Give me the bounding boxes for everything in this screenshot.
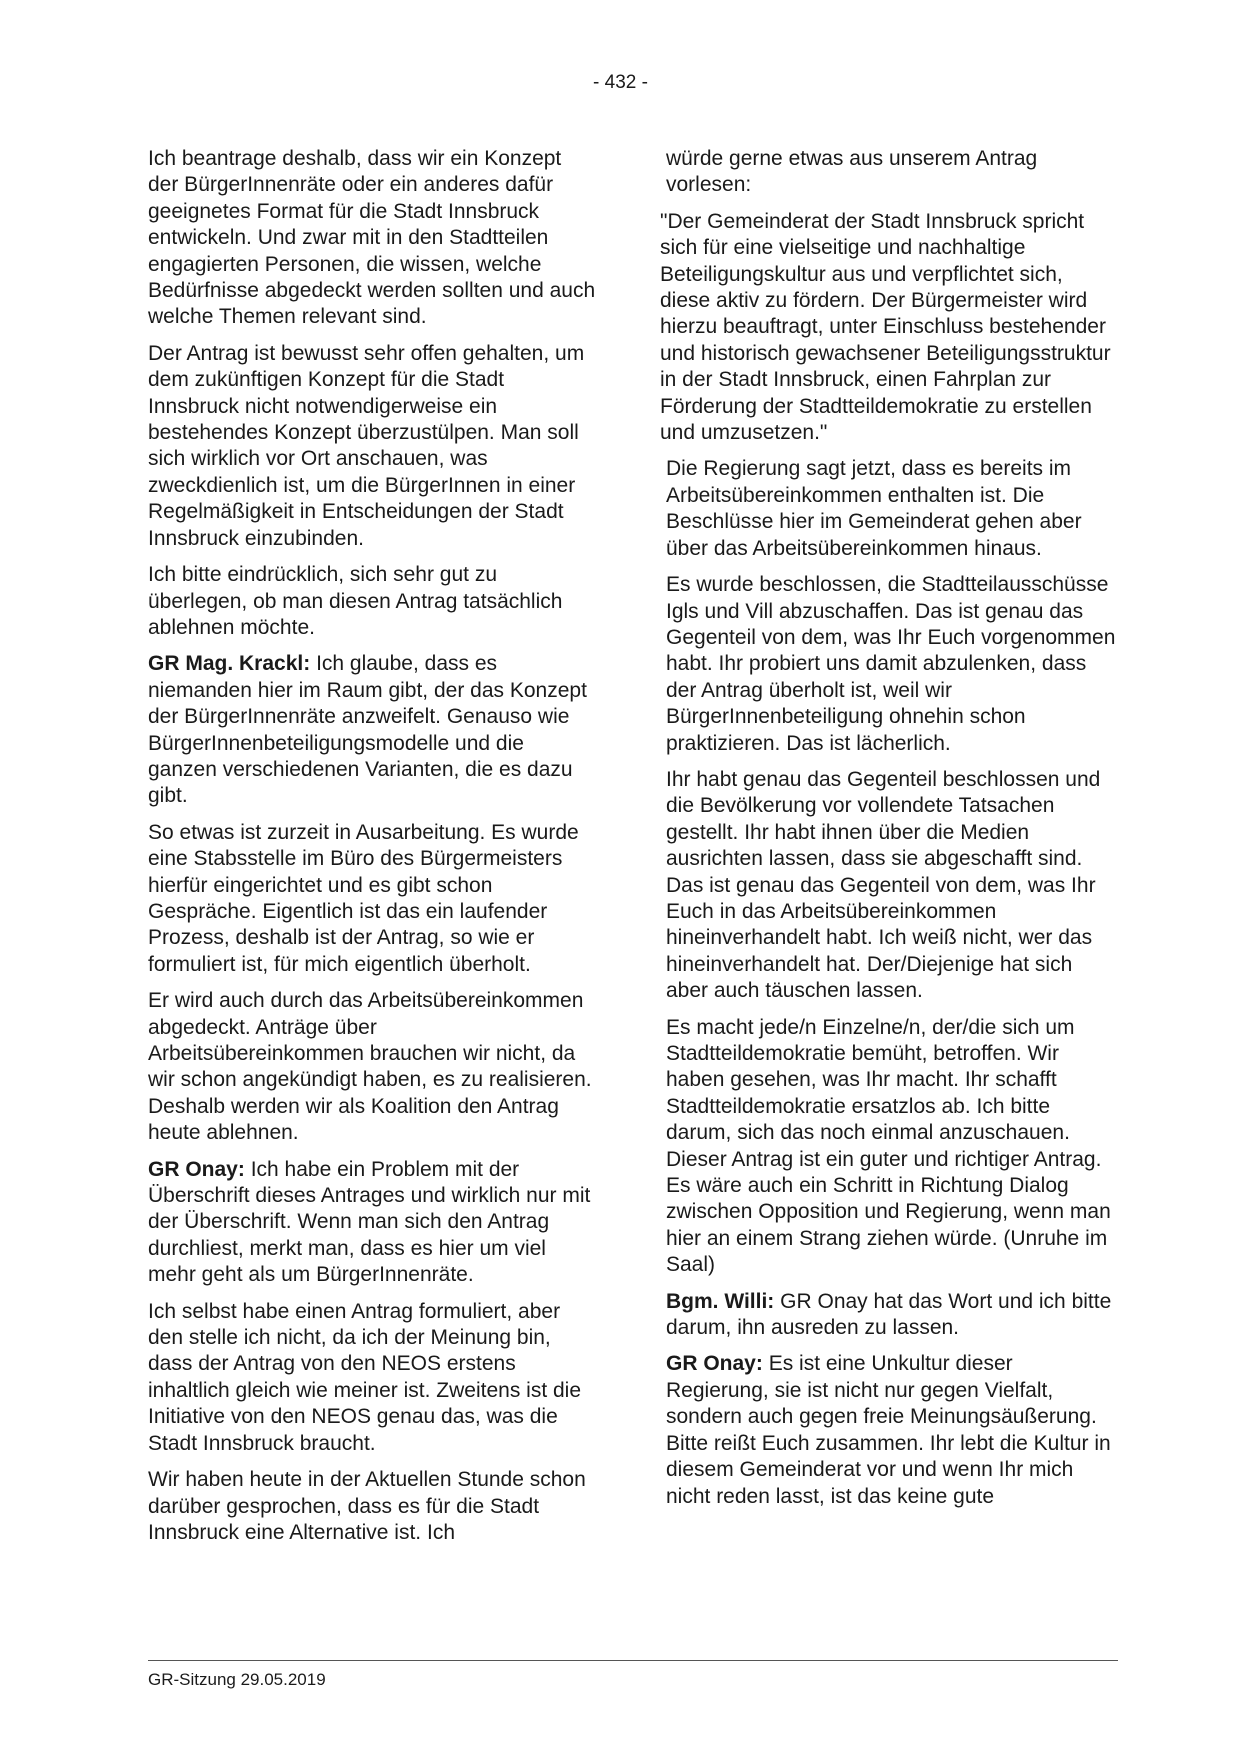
paragraph: Ihr habt genau das Gegenteil beschlossen und die Bevölkerung vor vollendete Tatsachen gestellt. Ihr habt ihnen über die Medien ausrichten lassen, dass sie abgeschafft sind. Das ist genau das Gegenteil von dem, was Ihr Euch in das Arbeitsübereinkommen hineinverhandelt habt. Ich weiß nicht, wer das hineinverhandelt hat. Der/Diejenige hat sich aber auch täuschen lassen. — [666, 767, 1101, 1003]
paragraph: Ich beantrage deshalb, dass wir ein Konzept der BürgerInnenräte oder ein anderes dafür geeignetes Format für die Stadt Innsbruck entwickeln. Und zwar mit in den Stadtteilen engagierten Personen, die wissen, welche Bedürfnisse abgedeckt werden sollten und auch welche Themen relevant sind. — [148, 147, 596, 329]
speaker-name: GR Onay: — [666, 1352, 763, 1376]
paragraph: Bgm. Willi: GR Onay hat das Wort und ich bitte darum, ihn ausreden zu lassen. — [666, 1289, 1112, 1340]
paragraph: Die Regierung sagt jetzt, dass es bereits im Arbeitsübereinkommen enthalten ist. Die Beschlüsse hier im Gemeinderat gehen aber über das Arbeitsübereinkommen hinaus. — [666, 457, 1082, 560]
paragraph: So etwas ist zurzeit in Ausarbeitung. Es wurde eine Stabsstelle im Büro des Bürgermeisters hierfür eingerichtet und es gibt schon Gespräche. Eigentlich ist das ein laufender Prozess, deshalb ist der Antrag, so wie er formuliert ist, für mich eigentlich überholt. — [148, 820, 579, 976]
paragraph: GR Onay: Ich habe ein Problem mit der Überschrift dieses Antrages und wirklich nur mit der Überschrift. Wenn man sich den Antrag durchliest, merkt man, dass es hier um viel mehr geht als um BürgerInnenräte. — [148, 1157, 591, 1287]
paragraph: Wir haben heute in der Aktuellen Stunde schon darüber gesprochen, dass es für die Stadt Innsbruck eine Alternative ist. Ich — [148, 1468, 586, 1544]
right-column — [660, 146, 1118, 1520]
paragraph: Der Antrag ist bewusst sehr offen gehalten, um dem zukünftigen Konzept für die Stadt Innsbruck nicht notwendigerweise ein bestehendes Konzept überzustülpen. Man soll sich wirklich vor Ort anschauen, was zweckdienlich ist, um die BürgerInnen in einer Regelmäßigkeit in Entscheidungen der Stadt Innsbruck einzubinden. — [148, 341, 585, 550]
footer-session-date: GR-Sitzung 29.05.2019 — [148, 1670, 326, 1689]
paragraph: GR Mag. Krackl: Ich glaube, dass es niemanden hier im Raum gibt, der das Konzept der BürgerInnenräte anzweifelt. Genauso wie BürgerInnenbeteiligungsmodelle und die ganzen verschiedenen Varianten, die es dazu gibt. — [148, 652, 587, 808]
speaker-name: GR Mag. Krackl: — [148, 652, 311, 676]
left-column — [148, 146, 596, 1556]
paragraph: Ich selbst habe einen Antrag formuliert, aber den stelle ich nicht, da ich der Meinung bin, dass der Antrag von den NEOS erstens inhaltlich gleich wie meiner ist. Zweitens ist die Initiative von den NEOS genau das, was die Stadt Innsbruck braucht. — [148, 1299, 582, 1455]
paragraph: Es macht jede/n Einzelne/n, der/die sich um Stadtteildemokratie bemüht, betroffen. Wir haben gesehen, was Ihr macht. Ihr schafft Stadtteildemokratie ersatzlos ab. Ich bitte darum, sich das noch einmal anzuschauen. Dieser Antrag ist ein guter und richtiger Antrag. Es wäre auch ein Schritt in Richtung Dialog zwischen Opposition und Regierung, wenn man hier an einem Strang ziehen würde. (Unruhe im Saal) — [666, 1015, 1111, 1277]
paragraph: Es wurde beschlossen, die Stadtteilausschüsse Igls und Vill abzuschaffen. Das ist genau das Gegenteil von dem, was Ihr Euch vorgenommen habt. Ihr probiert uns damit abzulenken, dass der Antrag überholt ist, weil wir BürgerInnenbeteiligung ohnehin schon praktizieren. Das ist lächerlich. — [666, 573, 1116, 755]
page-number: - 432 - — [593, 72, 648, 93]
paragraph: Er wird auch durch das Arbeitsübereinkommen abgedeckt. Anträge über Arbeitsübereinkommen brauchen wir nicht, da wir schon angekündigt haben, es zu realisieren. Deshalb werden wir als Koalition den Antrag heute ablehnen. — [148, 989, 592, 1145]
paragraph: Ich bitte eindrücklich, sich sehr gut zu überlegen, ob man diesen Antrag tatsächlich ablehnen möchte. — [148, 563, 563, 639]
speaker-name: GR Onay: — [148, 1157, 245, 1181]
footer-divider — [148, 1660, 1118, 1661]
speaker-name: Bgm. Willi: — [666, 1289, 775, 1313]
paragraph: würde gerne etwas aus unserem Antrag vorlesen: — [666, 147, 1038, 197]
paragraph: GR Onay: Es ist eine Unkultur dieser Regierung, sie ist nicht nur gegen Vielfalt, sondern auch gegen freie Meinungsäußerung. Bitte reißt Euch zusammen. Ihr lebt die Kultur in diesem Gemeinderat vor und wenn Ihr mich nicht reden lasst, ist das keine gute — [666, 1352, 1111, 1508]
quoted-motion: "Der Gemeinderat der Stadt Innsbruck spricht sich für eine vielseitige und nachhaltige Beteiligungskultur aus und verpflichtet sich, diese aktiv zu fördern. Der Bürgermeister wird hierzu beauftragt, unter Einschluss bestehender und historisch gewachsener Beteiligungsstruktur in der Stadt Innsbruck, einen Fahrplan zur Förderung der Stadtteildemokratie zu erstellen und umzusetzen." — [660, 209, 1111, 445]
